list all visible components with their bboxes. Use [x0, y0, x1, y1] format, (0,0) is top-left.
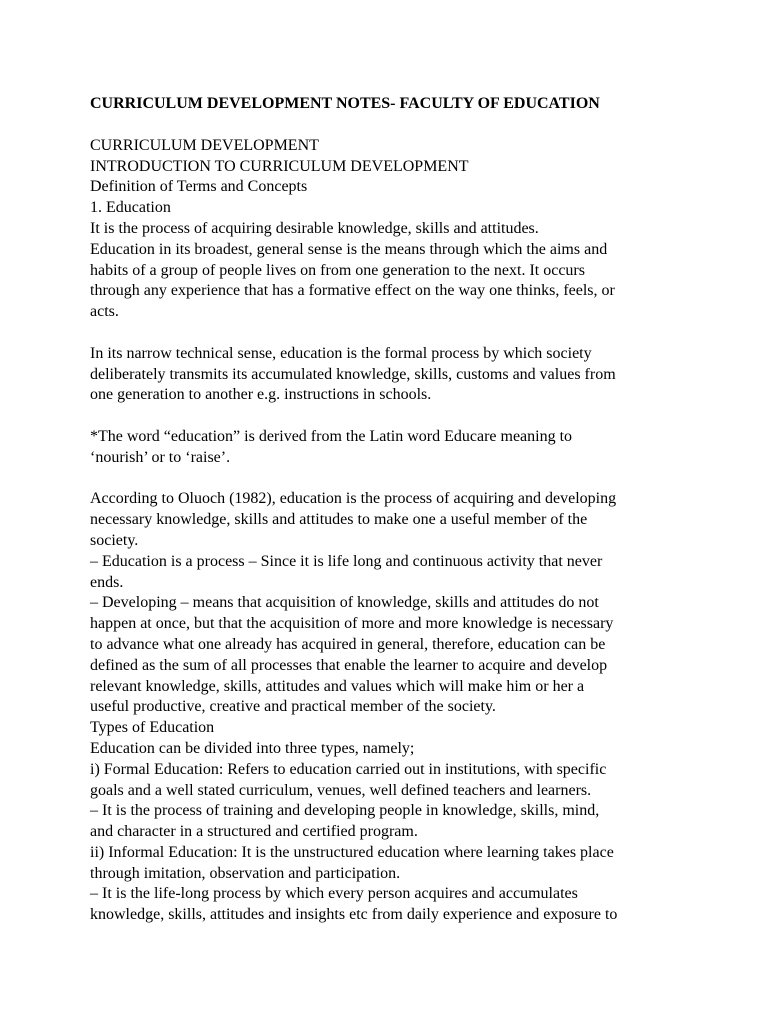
text-line: and character in a structured and certified program.	[90, 823, 418, 841]
text-line: happen at once, but that the acquisition of more and more knowledge is necessary	[90, 615, 614, 633]
text-line: According to Oluoch (1982), education is the process of acquiring and developing	[90, 490, 617, 508]
text-line: It is the process of acquiring desirable knowledge, skills and attitudes.	[90, 219, 539, 237]
text-line: through any experience that has a formative effect on the way one thinks, feels, or	[90, 282, 615, 300]
text-line: Definition of Terms and Concepts	[90, 178, 308, 196]
text-line: relevant knowledge, skills, attitudes and values which will make him or her a	[90, 677, 585, 695]
text-line: *The word “education” is derived from the Latin word Educare meaning to	[90, 427, 573, 445]
paragraph-gap	[90, 469, 680, 490]
text-line: INTRODUCTION TO CURRICULUM DEVELOPMENT	[90, 157, 469, 175]
text-line: i) Formal Education: Refers to education carried out in institutions, with specific	[90, 760, 607, 778]
text-line: goals and a well stated curriculum, venues, well defined teachers and learners.	[90, 781, 592, 799]
text-line: habits of a group of people lives on from one generation to the next. It occurs	[90, 261, 585, 279]
text-line: ‘nourish’ or to ‘raise’.	[90, 448, 231, 466]
document-body	[90, 136, 680, 926]
text-line: through imitation, observation and participation.	[90, 864, 401, 882]
text-line: necessary knowledge, skills and attitudes to make one a useful member of the	[90, 511, 588, 529]
text-line: Education in its broadest, general sense is the means through which the aims and	[90, 240, 608, 258]
text-line: ends.	[90, 573, 124, 591]
text-line: acts.	[90, 303, 119, 321]
document-title: CURRICULUM DEVELOPMENT NOTES- FACULTY OF EDUCATION	[90, 95, 600, 112]
text-line: – Developing – means that acquisition of knowledge, skills and attitudes do not	[90, 594, 599, 612]
document-page	[90, 94, 680, 926]
text-line: ii) Informal Education: It is the unstructured education where learning takes place	[90, 843, 614, 861]
text-line: 1. Education	[90, 199, 171, 217]
text-line: defined as the sum of all processes that enable the learner to acquire and develop	[90, 656, 608, 674]
paragraph-gap	[90, 323, 680, 344]
text-line: Types of Education	[90, 719, 215, 737]
text-line: – It is the process of training and developing people in knowledge, skills, mind,	[90, 802, 600, 820]
text-line: Education can be divided into three types, namely;	[90, 739, 415, 757]
paragraph-gap	[90, 406, 680, 427]
text-line: society.	[90, 531, 139, 549]
text-line: useful productive, creative and practical member of the society.	[90, 698, 496, 716]
text-line: CURRICULUM DEVELOPMENT	[90, 136, 319, 154]
text-line: deliberately transmits its accumulated knowledge, skills, customs and values from	[90, 365, 616, 383]
text-line: knowledge, skills, attitudes and insights etc from daily experience and exposure to	[90, 906, 618, 924]
text-line: – Education is a process – Since it is life long and continuous activity that never	[90, 552, 603, 570]
text-line: – It is the life-long process by which every person acquires and accumulates	[90, 885, 578, 903]
text-line: In its narrow technical sense, education is the formal process by which society	[90, 344, 592, 362]
text-line: to advance what one already has acquired in general, therefore, education can be	[90, 635, 606, 653]
text-line: one generation to another e.g. instructions in schools.	[90, 386, 432, 404]
